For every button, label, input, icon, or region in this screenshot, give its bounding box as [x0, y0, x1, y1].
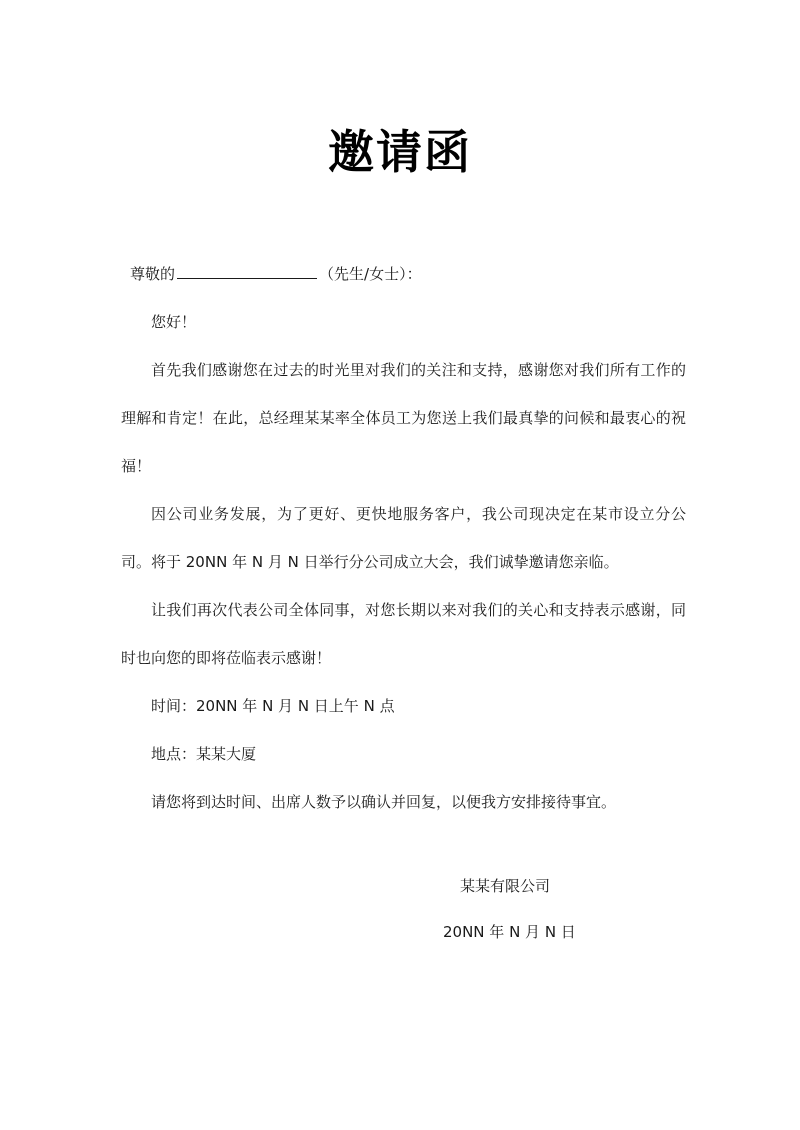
event-place: 地点：某某大厦 — [151, 745, 257, 763]
paragraph-thanks: 首先我们感谢您在过去的时光里对我们的关注和支持，感谢您对我们所有工作的理解和肯定！在此，总经理某某率全体员工为您送上我们最真挚的问候和最衷心的祝福！ — [121, 361, 686, 475]
salutation-line — [130, 262, 422, 286]
recipient-name-blank — [177, 262, 317, 279]
signature-date: 20NN 年 N 月 N 日 — [443, 923, 576, 941]
paragraph-announcement: 因公司业务发展，为了更好、更快地服务客户，我公司现决定在某市设立分公司。将于 20NN 年 N 月 N 日举行分公司成立大会，我们诚挚邀请您亲临。 — [121, 505, 686, 571]
salutation-suffix: （先生/女士）： — [319, 265, 422, 283]
reply-request: 请您将到达时间、出席人数予以确认并回复，以便我方安排接待事宜。 — [151, 793, 617, 811]
salutation-prefix: 尊敬的 — [130, 265, 176, 283]
paragraph-gratitude: 让我们再次代表公司全体同事，对您长期以来对我们的关心和支持表示感谢，同时也向您的即将莅临表示感谢！ — [121, 601, 686, 667]
signature-company: 某某有限公司 — [460, 877, 551, 895]
event-time: 时间：20NN 年 N 月 N 日上午 N 点 — [151, 697, 395, 715]
greeting: 您好！ — [151, 313, 197, 331]
letter-title: 邀请函 — [328, 125, 472, 179]
